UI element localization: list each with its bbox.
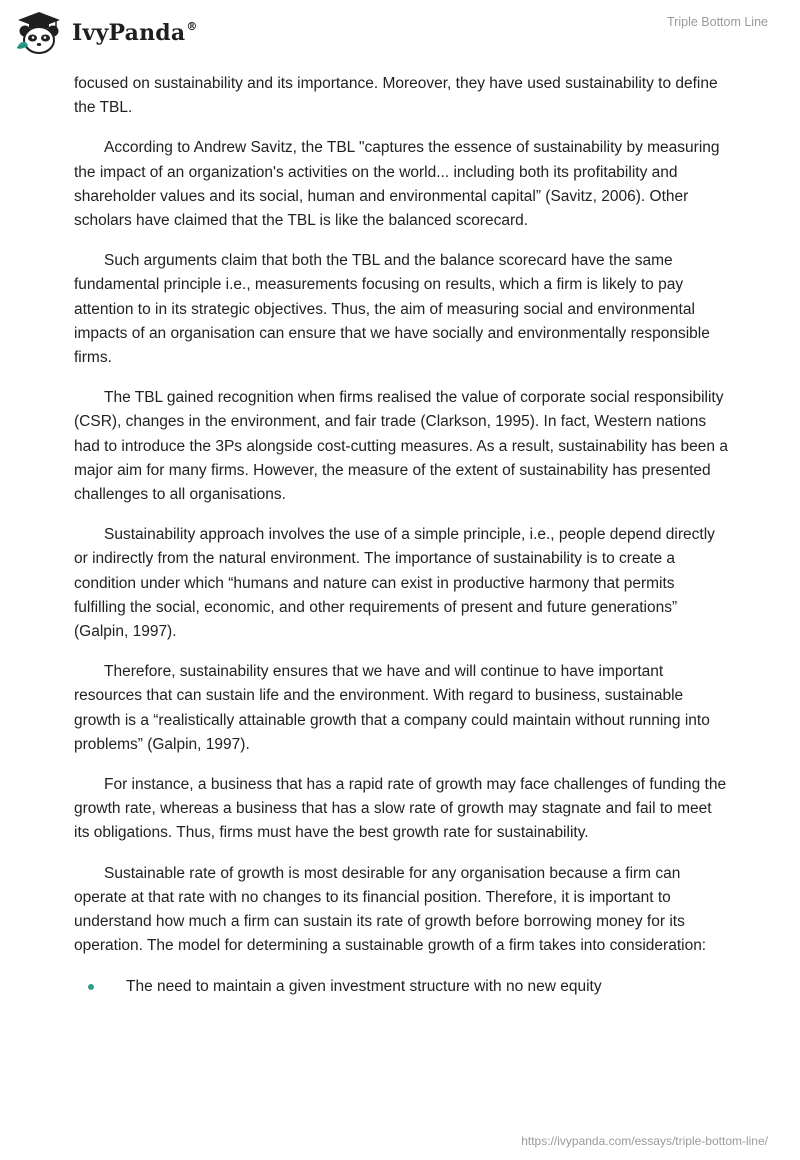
list-item-text: The need to maintain a given investment structure with no new equity — [126, 977, 602, 995]
paragraph: Such arguments claim that both the TBL and the balance scorecard have the same fundamental principle i.e., measurements focusing on results, which a firm is likely to pay attention to in its strategic objectives. Thus, the aim of measuring social and environmental impacts of an organisation can ensure that we have socially and environmentally responsible firms. — [74, 252, 710, 367]
paragraph: According to Andrew Savitz, the TBL "captures the essence of sustainability by measuring the impact of an organization's activities on the world... including both its profitability and shareholder values and its social, human and environmental capital” (Savitz, 2006). Other scholars have claimed that the TBL is like the balanced scorecard. — [74, 139, 720, 230]
list-item — [74, 975, 730, 999]
paragraph: For instance, a business that has a rapid rate of growth may face challenges of funding the growth rate, whereas a business that has a slow rate of growth may stagnate and fail to meet its obligations. Thus, firms must have the best growth rate for sustainability. — [74, 776, 727, 842]
paragraph: Sustainable rate of growth is most desirable for any organisation because a firm can operate at that rate with no changes to its financial position. Therefore, it is important to understand how much a firm can sustain its rate of growth before borrowing money for its operation. The model for determining a sustainable growth of a firm takes into consideration: — [74, 864, 707, 955]
essay-body — [74, 72, 730, 999]
page-header — [0, 0, 800, 70]
paragraph: Sustainability approach involves the use of a simple principle, i.e., people depend directly or indirectly from the natural environment. The importance of sustainability is to create a condition under which “humans and nature can exist in productive harmony that permits fulfilling the social, economic, and other requirements of present and future generations” (Galpin, 1997). — [74, 526, 715, 641]
document-title: Triple Bottom Line — [667, 15, 768, 29]
paragraph: The TBL gained recognition when firms realised the value of corporate social responsibility (CSR), changes in the environment, and fair trade (Clarkson, 1995). In fact, Western nations had to introduce the 3Ps alongside cost-cutting measures. As a result, sustainability has been a major aim for many firms. However, the measure of the extent of sustainability has presented challenges to all organisations. — [74, 389, 728, 504]
bullet-dot-icon — [88, 984, 94, 990]
paragraph: Therefore, sustainability ensures that we have and will continue to have important resources that can sustain life and the environment. With regard to business, sustainable growth is a “realistically attainable growth that a company could maintain without running into problems” (Galpin, 1997). — [74, 663, 710, 753]
registered-mark: ® — [186, 20, 198, 33]
brand-name — [72, 20, 198, 46]
panda-logo-icon — [14, 10, 64, 56]
paragraph: focused on sustainability and its importance. Moreover, they have used sustainability to define the TBL. — [74, 75, 718, 117]
footer-url-link[interactable]: https://ivypanda.com/essays/triple-bottom-line/ — [521, 1134, 768, 1148]
bullet-list — [74, 975, 730, 999]
brand-text: IvyPanda — [72, 20, 186, 46]
ivypanda-logo[interactable] — [14, 10, 198, 56]
